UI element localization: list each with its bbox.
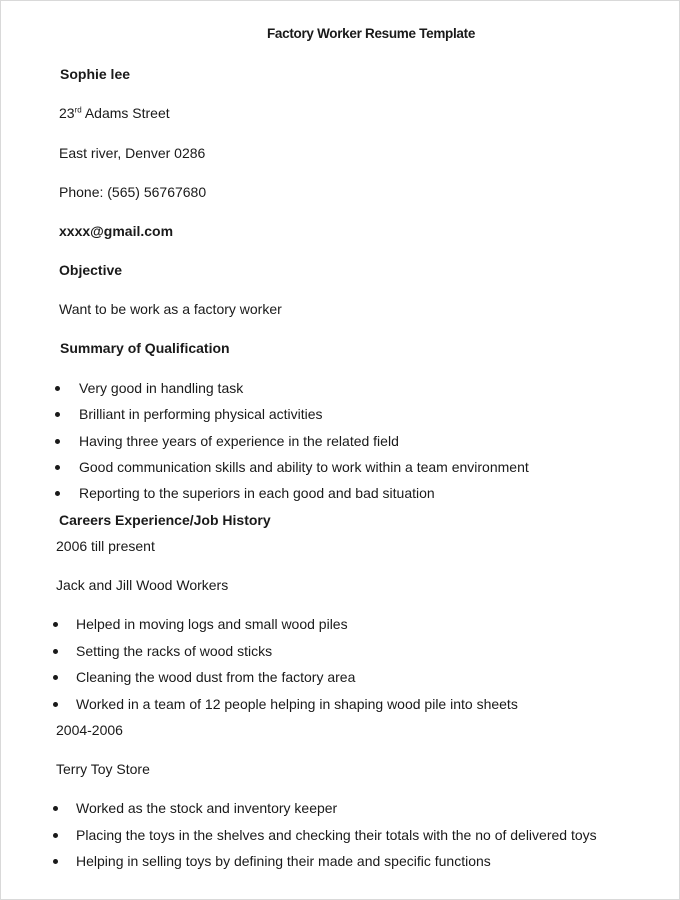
bullet-icon bbox=[53, 675, 58, 680]
bullet-icon bbox=[53, 833, 58, 838]
list-item bbox=[76, 642, 272, 660]
address-number: 23 bbox=[59, 105, 75, 121]
qualification-heading: Summary of Qualification bbox=[60, 340, 230, 356]
job-company: Jack and Jill Wood Workers bbox=[56, 577, 229, 593]
list-item-text: Very good in handling task bbox=[79, 380, 244, 396]
list-item-text: Good communication skills and ability to work within a team environment bbox=[79, 459, 529, 475]
list-item bbox=[76, 695, 518, 713]
email-line: xxxx@gmail.com bbox=[59, 223, 174, 239]
list-item-text: Brilliant in performing physical activities bbox=[79, 406, 323, 422]
list-item bbox=[79, 484, 435, 502]
list-item-text: Reporting to the superiors in each good and bad situation bbox=[79, 485, 435, 501]
bullet-icon bbox=[53, 622, 58, 627]
job-company: Terry Toy Store bbox=[56, 761, 150, 777]
experience-heading: Careers Experience/Job History bbox=[59, 512, 271, 528]
city-line: East river, Denver 0286 bbox=[59, 145, 206, 161]
bullet-icon bbox=[55, 491, 60, 496]
job-period: 2006 till present bbox=[56, 538, 155, 554]
address-street: Adams Street bbox=[81, 105, 170, 121]
list-item-text: Helping in selling toys by defining their made and specific functions bbox=[76, 853, 491, 869]
address-line bbox=[59, 104, 170, 122]
bullet-icon bbox=[55, 465, 60, 470]
address-suffix: rd bbox=[74, 105, 82, 115]
bullet-icon bbox=[53, 859, 58, 864]
list-item bbox=[76, 668, 355, 686]
list-item bbox=[79, 379, 243, 397]
bullet-icon bbox=[53, 702, 58, 707]
list-item-text: Having three years of experience in the related field bbox=[79, 433, 399, 449]
list-item bbox=[79, 405, 323, 423]
applicant-name: Sophie lee bbox=[60, 66, 131, 82]
phone-line: Phone: (565) 56767680 bbox=[59, 184, 207, 200]
list-item bbox=[76, 615, 348, 633]
list-item bbox=[76, 852, 491, 870]
objective-heading: Objective bbox=[59, 262, 123, 278]
list-item-text: Cleaning the wood dust from the factory area bbox=[76, 669, 356, 685]
job-period: 2004-2006 bbox=[56, 722, 123, 738]
list-item-text: Setting the racks of wood sticks bbox=[76, 643, 273, 659]
bullet-icon bbox=[55, 439, 60, 444]
list-item bbox=[79, 432, 399, 450]
bullet-icon bbox=[53, 806, 58, 811]
objective-text: Want to be work as a factory worker bbox=[59, 301, 282, 317]
bullet-icon bbox=[55, 412, 60, 417]
list-item-text: Placing the toys in the shelves and checking their totals with the no of delivered toys bbox=[76, 827, 597, 843]
list-item bbox=[79, 458, 529, 476]
list-item-text: Worked in a team of 12 people helping in shaping wood pile into sheets bbox=[76, 696, 518, 712]
bullet-icon bbox=[53, 649, 58, 654]
list-item bbox=[76, 799, 337, 817]
bullet-icon bbox=[55, 386, 60, 391]
list-item-text: Worked as the stock and inventory keeper bbox=[76, 800, 338, 816]
list-item-text: Helped in moving logs and small wood piles bbox=[76, 616, 348, 632]
list-item bbox=[76, 826, 597, 844]
document-title: Factory Worker Resume Template bbox=[266, 26, 476, 41]
